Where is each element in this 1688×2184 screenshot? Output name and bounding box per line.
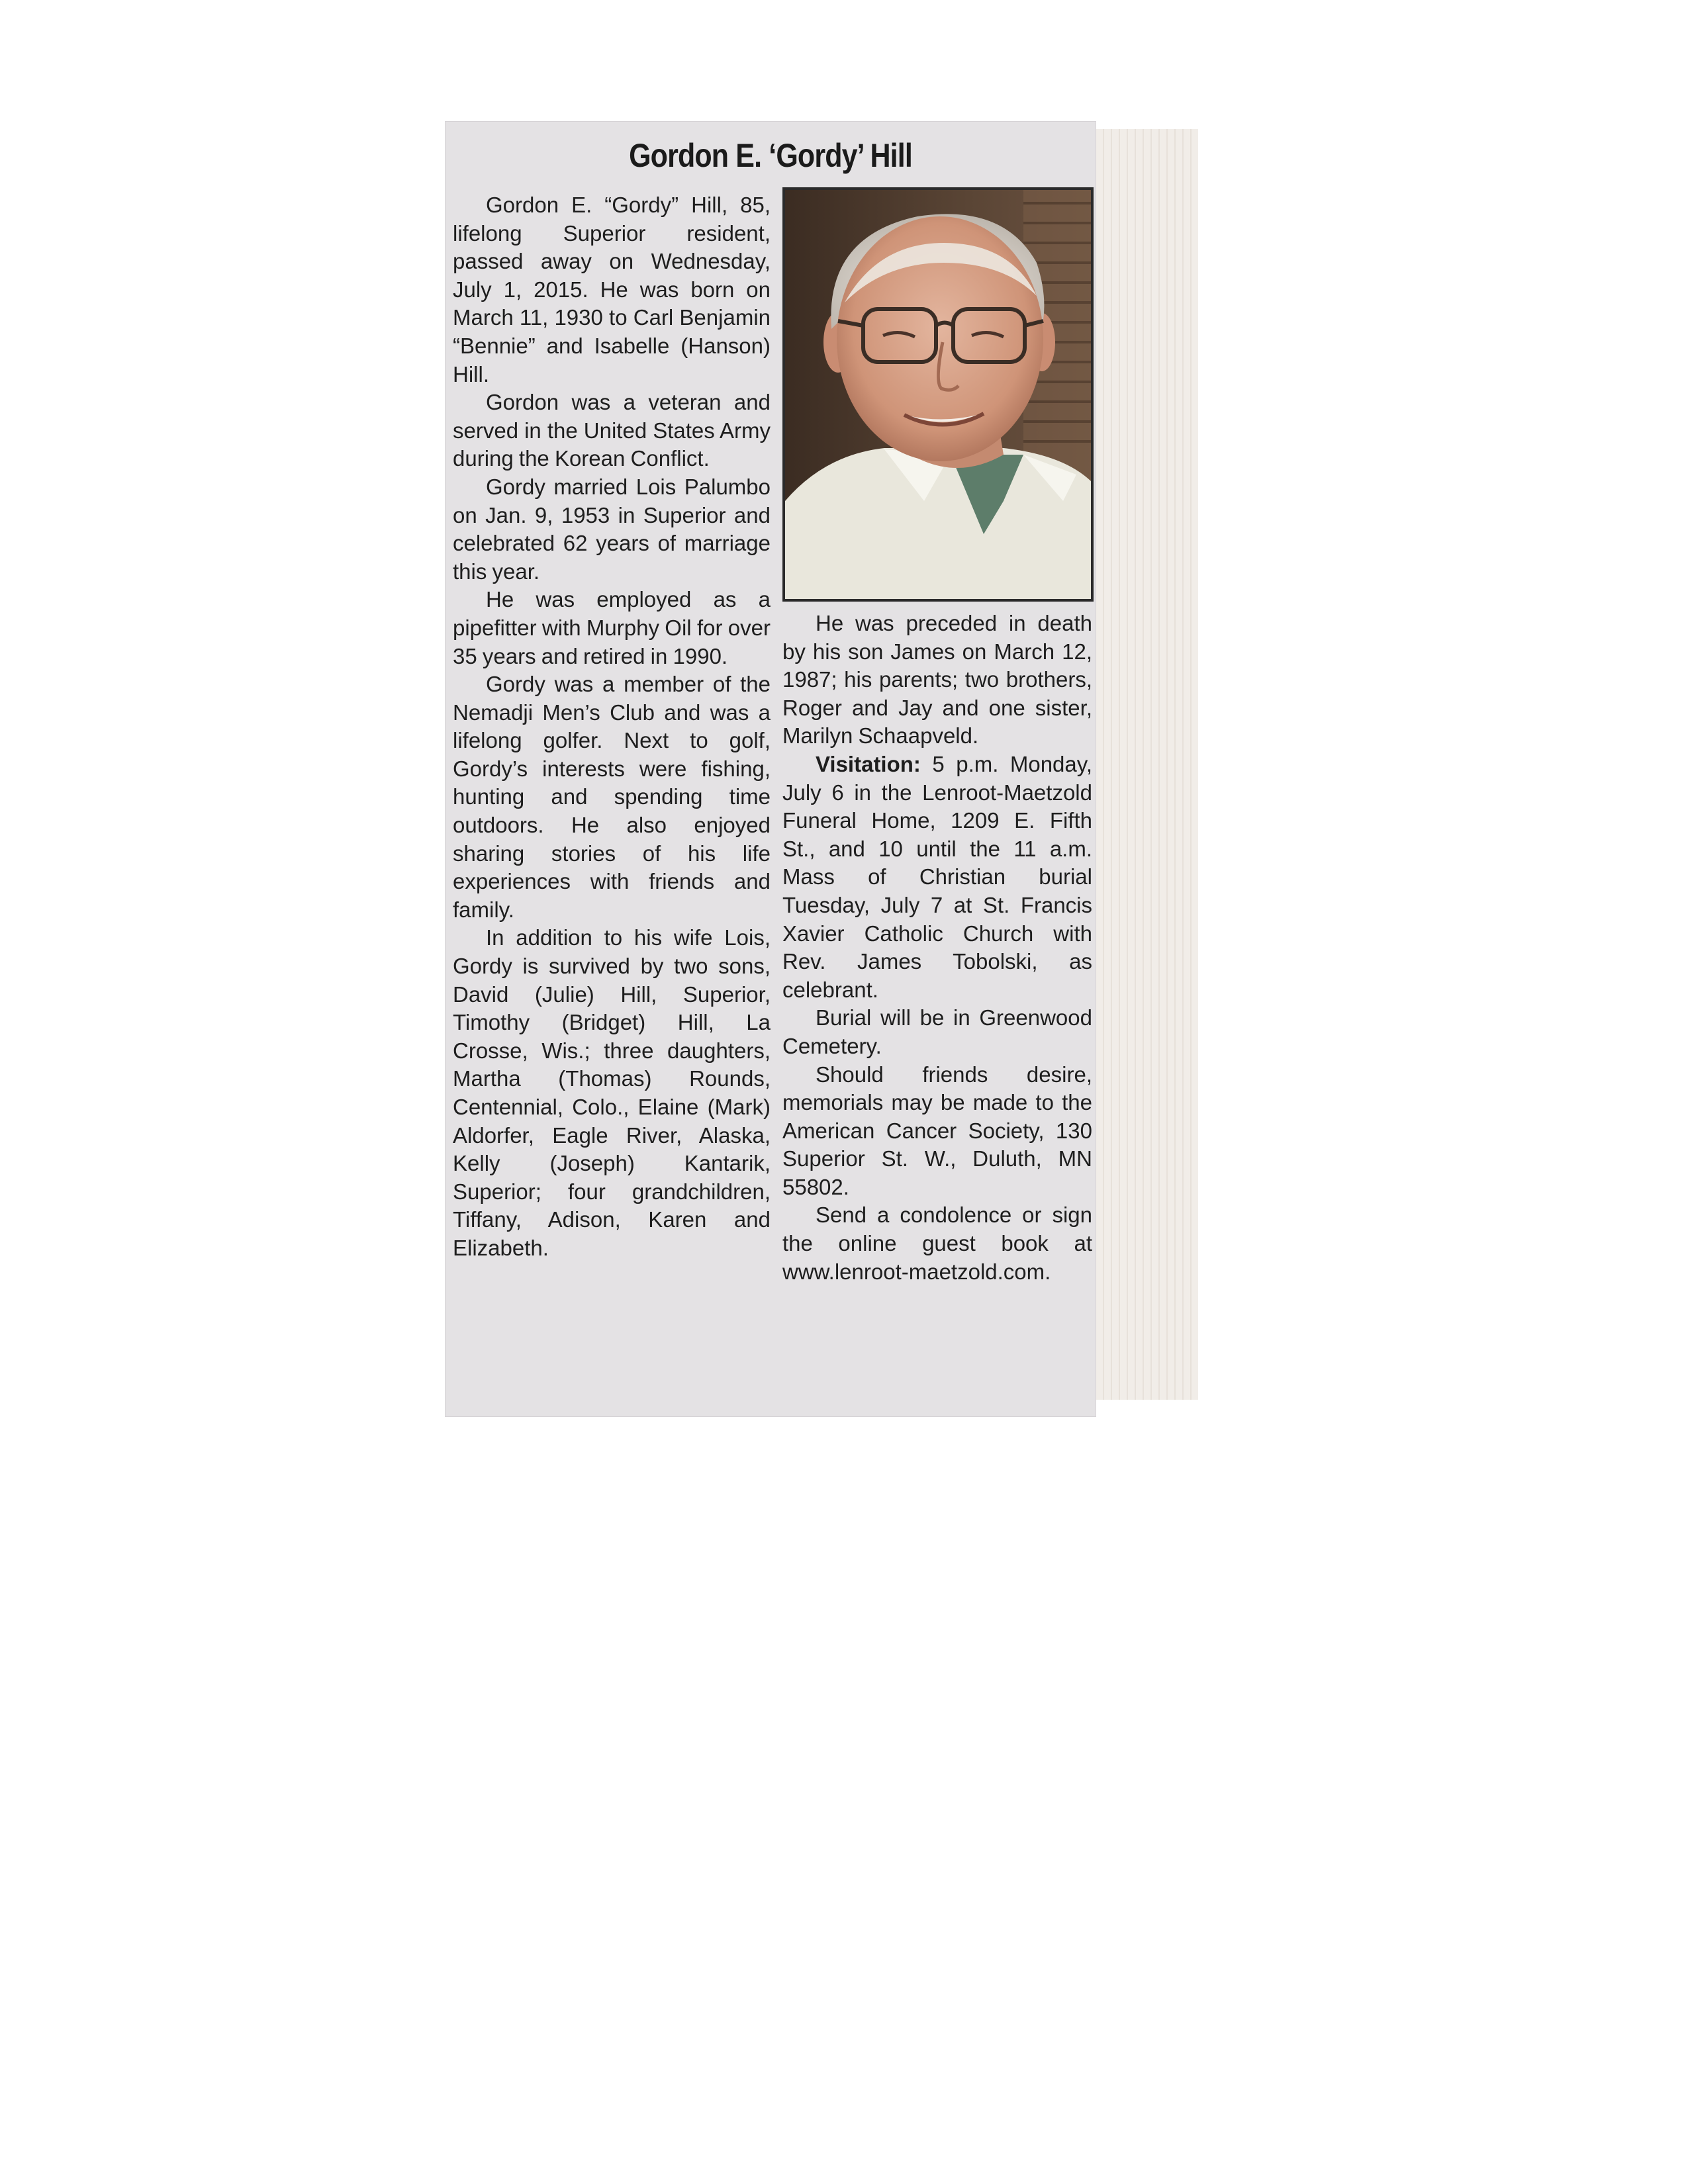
paragraph-memorials: Should friends desire, memorials may be made to the American Cancer Society, 130 Superior St. W., Duluth, MN 55802. bbox=[782, 1062, 1092, 1199]
right-column bbox=[782, 610, 1092, 1286]
paragraph-marriage: Gordy married Lois Palumbo on Jan. 9, 1953 in Superior and celebrated 62 years of marriage this year. bbox=[453, 474, 771, 584]
paragraph-condolence: Send a condolence or sign the online guest book at www.lenroot-maetzold.com. bbox=[782, 1203, 1092, 1284]
paragraph-interests: Gordy was a member of the Nemadji Men’s Club and was a lifelong golfer. Next to golf, Gordy’s interests were fishing, hunting and spending time outdoors. He also enjoyed sharing stories of his life experiences with friends and family. bbox=[453, 672, 771, 922]
paragraph-preceded: He was preceded in death by his son James on March 12, 1987; his parents; two brothers, Roger and Jay and one sister, Marilyn Schaapveld. bbox=[782, 611, 1092, 749]
visitation-text: 5 p.m. Monday, July 6 in the Lenroot-Maetzold Funeral Home, 1209 E. Fifth St., and 10 until the 11 a.m. Mass of Christian burial Tuesday, July 7 at St. Francis Xavier Catholic Church with Rev. James Tobolski, as celebrant. bbox=[782, 751, 1092, 1002]
portrait-illustration bbox=[785, 190, 1091, 599]
paragraph-visitation bbox=[782, 751, 1092, 1004]
obituary-headline: Gordon E. ‘Gordy’ Hill bbox=[629, 137, 912, 174]
left-column bbox=[453, 191, 771, 1263]
paragraph-burial: Burial will be in Greenwood Cemetery. bbox=[782, 1005, 1092, 1058]
paragraph-veteran: Gordon was a veteran and served in the United States Army during the Korean Conflict. bbox=[453, 390, 771, 471]
clipping-edge-strip bbox=[1096, 129, 1198, 1400]
portrait-photo bbox=[782, 187, 1094, 602]
paragraph-employment: He was employed as a pipefitter with Murphy Oil for over 35 years and retired in 1990. bbox=[453, 587, 771, 668]
newspaper-clipping bbox=[445, 121, 1198, 1417]
visitation-label: Visitation: bbox=[816, 751, 921, 776]
paragraph-survivors: In addition to his wife Lois, Gordy is survived by two sons, David (Julie) Hill, Superior, Timothy (Bridget) Hill, La Crosse, Wis.; three daughters, Martha (Thomas) Rounds, Centennial, Colo., Elaine (Mark) Aldorfer, Eagle River, Alaska, Kelly (Joseph) Kantarik, Superior; four grandchildren, Tiffany, Adison, Karen and Elizabeth. bbox=[453, 925, 771, 1260]
paragraph-intro: Gordon E. “Gordy” Hill, 85, lifelong Superior resident, passed away on Wednesday, July 1, 2015. He was born on March 11, 1930 to Carl Benjamin “Bennie” and Isabelle (Hanson) Hill. bbox=[453, 193, 771, 387]
